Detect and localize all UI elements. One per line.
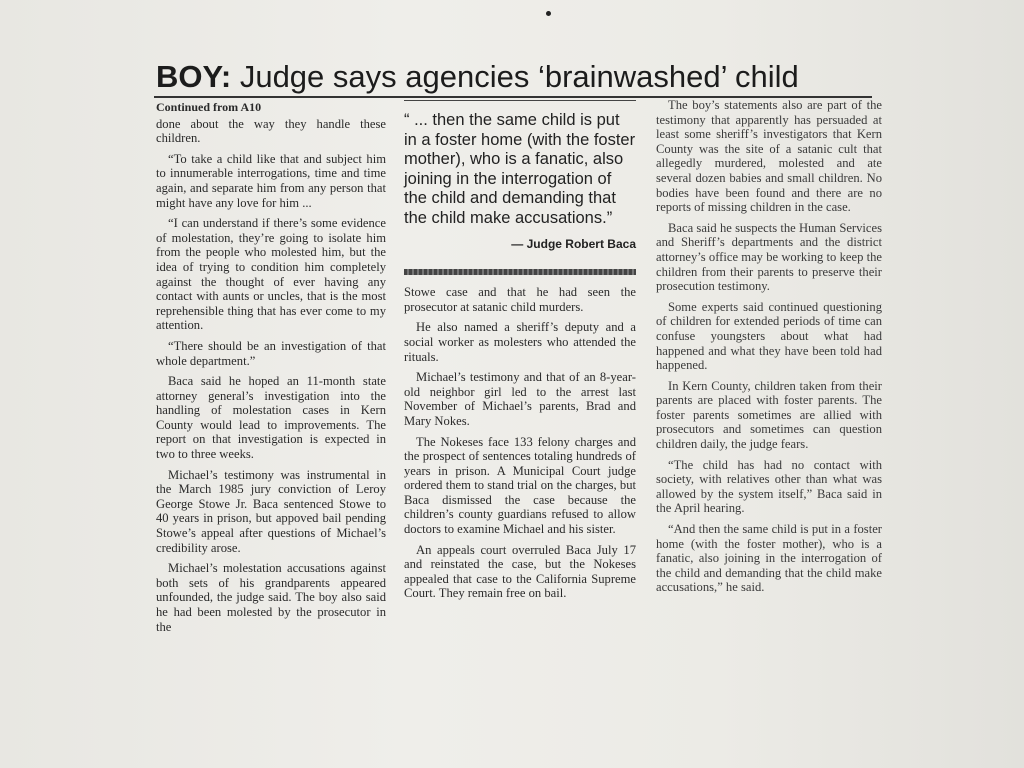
pull-quote: “ ... then the same child is put in a foster home (with the foster mother), who is a fanatic, also joining in the interrogation of the child and demanding that the child make accusations.” [404,111,636,227]
column-1-paragraph: “There should be an investigation of that whole department.” [156,338,386,368]
ink-dot [546,11,551,16]
column-1-paragraph: done about the way they handle these children. [156,116,386,146]
column-3-paragraph: In Kern County, children taken from their parents are placed with foster parents. The foster parents sometimes are allied with prosecutors and sometimes can question children daily, the judge fears. [656,378,882,452]
column-2-paragraph: The Nokeses face 133 felony charges and the prospect of sentences totaling hundreds of years in prison. A Municipal Court judge ordered them to stand trial on the charges, but Baca dismissed the case because the children’s county guardians refused to allow doctors to examine Michael and his sister. [404,434,636,537]
column-3-paragraph: The boy’s statements also are part of the testimony that apparently has persuaded at least some sheriff’s investigators that Kern County was the site of a satanic cult that allegedly murdered, molested and ate several dozen babies and small children. No bodies have been found and there are no reports of missing children in the case. [656,98,882,215]
column-2-paragraph: He also named a sheriff’s deputy and a social worker as molesters who attended the rituals. [404,320,636,364]
column-3-paragraph: “And then the same child is put in a foster home (with the foster mother), who is a fanatic, also joining in the interrogation of the child and demanding that the child make accusations,” he said. [656,522,882,595]
continued-label: Continued from A10 [156,100,262,114]
column-1-paragraph: Baca said he hoped an 11-month state attorney general’s investigation into the handling of molestation cases in Kern County would lead to improvements. The report on that investigation is expected in two to three weeks. [156,374,386,462]
column-1-paragraph: “To take a child like that and subject him to innumerable interrogations, time and time again, and separate him from any person that might have any love for him ... [156,151,386,210]
column-2-paragraph: Stowe case and that he had seen the prosecutor at satanic child murders. [404,285,636,314]
pull-quote-top-rule [404,100,636,101]
column-2-paragraph: Michael’s testimony and that of an 8-year-old neighbor girl led to the arrest last November of Michael’s parents, Brad and Mary Nokes. [404,370,636,428]
column-3-paragraph: “The child has had no contact with society, with relatives other than what was allowed by the system itself,” Baca said in the April hearing. [656,457,882,516]
column-1-paragraph: “I can understand if there’s some evidence of molestation, they’re going to isolate him from the people who molested him, but the idea of trying to condition him completely against the thought of ever having any contact with aunts or uncles, that is the most reprehensible thing that has ever come to my attention. [156,216,386,333]
headline-kicker: BOY: [156,59,232,94]
column-3-paragraph: Some experts said continued questioning of children for extended periods of time can confuse youngsters about what had happened and what they have been told had happened. [656,299,882,373]
column-2-paragraph: An appeals court overruled Baca July 17 and reinstated the case, but the Nokeses appealed that case to the California Supreme Court. They remain free on bail. [404,542,636,601]
pull-quote-bottom-rule [404,269,636,275]
column-3 [656,98,882,601]
pull-quote-attribution: — Judge Robert Baca [511,236,636,251]
headline [156,58,886,98]
column-1-paragraph: Michael’s molestation accusations against both sets of his grandparents appeared unfounded, the judge said. The boy also said he had been molested by the prosecutor in the [156,561,386,634]
column-2 [404,100,636,607]
column-1-paragraph: Michael’s testimony was instrumental in the March 1985 jury conviction of Leroy George Stowe Jr. Baca sentenced Stowe to 40 years in prison, but appoved bail pending Stowe’s appeal after questions of Michael’s credibility arose. [156,467,386,555]
column-1 [156,100,386,640]
headline-title: Judge says agencies ‘brainwashed’ child [239,59,799,94]
column-3-paragraph: Baca said he suspects the Human Services and Sheriff’s departments and the district attorney’s office may be working to keep the children from their parents to preserve their prosecution testimony. [656,220,882,294]
